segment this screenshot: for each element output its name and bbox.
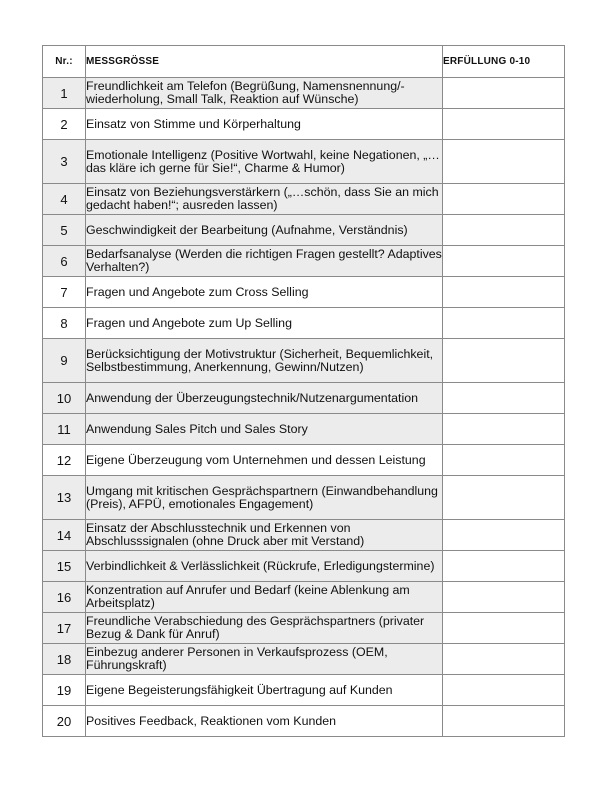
row-number: 18 — [43, 644, 86, 675]
row-measure: Bedarfsanalyse (Werden die richtigen Fragen gestellt? Adaptives Verhalten?) — [86, 246, 443, 277]
table-row — [43, 414, 565, 445]
evaluation-table — [42, 45, 565, 737]
row-score-cell[interactable] — [443, 520, 565, 551]
row-number: 10 — [43, 383, 86, 414]
row-number: 13 — [43, 476, 86, 520]
table-row — [43, 476, 565, 520]
header-fulfillment: ERFÜLLUNG 0-10 — [443, 46, 565, 78]
row-number: 8 — [43, 308, 86, 339]
table-row — [43, 140, 565, 184]
table-row — [43, 184, 565, 215]
table-row — [43, 706, 565, 737]
row-measure: Positives Feedback, Reaktionen vom Kunden — [86, 706, 443, 737]
row-number: 9 — [43, 339, 86, 383]
row-measure: Fragen und Angebote zum Up Selling — [86, 308, 443, 339]
row-number: 17 — [43, 613, 86, 644]
table-row — [43, 445, 565, 476]
row-number: 5 — [43, 215, 86, 246]
row-measure: Geschwindigkeit der Bearbeitung (Aufnahme, Verständnis) — [86, 215, 443, 246]
row-measure: Eigene Überzeugung vom Unternehmen und dessen Leistung — [86, 445, 443, 476]
row-number: 12 — [43, 445, 86, 476]
row-measure: Einsatz von Stimme und Körperhaltung — [86, 109, 443, 140]
table-row — [43, 582, 565, 613]
row-measure: Freundlichkeit am Telefon (Begrüßung, Namensnennung/-wiederholung, Small Talk, Reaktion auf Wünsche) — [86, 78, 443, 109]
table-row — [43, 551, 565, 582]
header-measure: MESSGRÖSSE — [86, 46, 443, 78]
row-measure: Einsatz der Abschlusstechnik und Erkennen von Abschlusssignalen (ohne Druck aber mit Verstand) — [86, 520, 443, 551]
row-measure: Fragen und Angebote zum Cross Selling — [86, 277, 443, 308]
table-row — [43, 339, 565, 383]
row-score-cell[interactable] — [443, 277, 565, 308]
row-score-cell[interactable] — [443, 339, 565, 383]
row-score-cell[interactable] — [443, 414, 565, 445]
row-measure: Umgang mit kritischen Gesprächspartnern (Einwandbehandlung (Preis), AFPÜ, emotionales Engagement) — [86, 476, 443, 520]
row-number: 7 — [43, 277, 86, 308]
row-score-cell[interactable] — [443, 184, 565, 215]
row-score-cell[interactable] — [443, 551, 565, 582]
row-number: 1 — [43, 78, 86, 109]
row-score-cell[interactable] — [443, 582, 565, 613]
row-number: 16 — [43, 582, 86, 613]
table-row — [43, 277, 565, 308]
row-number: 2 — [43, 109, 86, 140]
row-score-cell[interactable] — [443, 675, 565, 706]
table-row — [43, 675, 565, 706]
row-score-cell[interactable] — [443, 215, 565, 246]
table-row — [43, 644, 565, 675]
row-number: 15 — [43, 551, 86, 582]
table-row — [43, 308, 565, 339]
row-measure: Emotionale Intelligenz (Positive Wortwahl, keine Negationen, „… das kläre ich gerne für Sie!“, Charme & Humor) — [86, 140, 443, 184]
row-measure: Freundliche Verabschiedung des Gesprächspartners (privater Bezug & Dank für Anruf) — [86, 613, 443, 644]
row-score-cell[interactable] — [443, 613, 565, 644]
row-measure: Konzentration auf Anrufer und Bedarf (keine Ablenkung am Arbeitsplatz) — [86, 582, 443, 613]
row-measure: Anwendung Sales Pitch und Sales Story — [86, 414, 443, 445]
table-row — [43, 613, 565, 644]
table-row — [43, 109, 565, 140]
row-score-cell[interactable] — [443, 140, 565, 184]
row-score-cell[interactable] — [443, 706, 565, 737]
row-measure: Anwendung der Überzeugungstechnik/Nutzenargumentation — [86, 383, 443, 414]
table-row — [43, 520, 565, 551]
header-nr: Nr.: — [43, 46, 86, 78]
row-measure: Berücksichtigung der Motivstruktur (Sicherheit, Bequemlichkeit, Selbstbestimmung, Anerkennung, Gewinn/Nutzen) — [86, 339, 443, 383]
row-number: 14 — [43, 520, 86, 551]
table-row — [43, 215, 565, 246]
row-score-cell[interactable] — [443, 109, 565, 140]
row-score-cell[interactable] — [443, 383, 565, 414]
header-row — [43, 46, 565, 78]
row-score-cell[interactable] — [443, 445, 565, 476]
row-measure: Einbezug anderer Personen in Verkaufsprozess (OEM, Führungskraft) — [86, 644, 443, 675]
row-number: 3 — [43, 140, 86, 184]
row-number: 11 — [43, 414, 86, 445]
row-score-cell[interactable] — [443, 78, 565, 109]
row-score-cell[interactable] — [443, 644, 565, 675]
row-number: 19 — [43, 675, 86, 706]
row-measure: Eigene Begeisterungsfähigkeit Übertragung auf Kunden — [86, 675, 443, 706]
row-measure: Verbindlichkeit & Verlässlichkeit (Rückrufe, Erledigungstermine) — [86, 551, 443, 582]
table-row — [43, 383, 565, 414]
row-number: 4 — [43, 184, 86, 215]
row-number: 20 — [43, 706, 86, 737]
row-score-cell[interactable] — [443, 246, 565, 277]
row-number: 6 — [43, 246, 86, 277]
table-row — [43, 246, 565, 277]
row-score-cell[interactable] — [443, 308, 565, 339]
row-measure: Einsatz von Beziehungsverstärkern („…schön, dass Sie an mich gedacht haben!“; ausreden lassen) — [86, 184, 443, 215]
row-score-cell[interactable] — [443, 476, 565, 520]
table-row — [43, 78, 565, 109]
